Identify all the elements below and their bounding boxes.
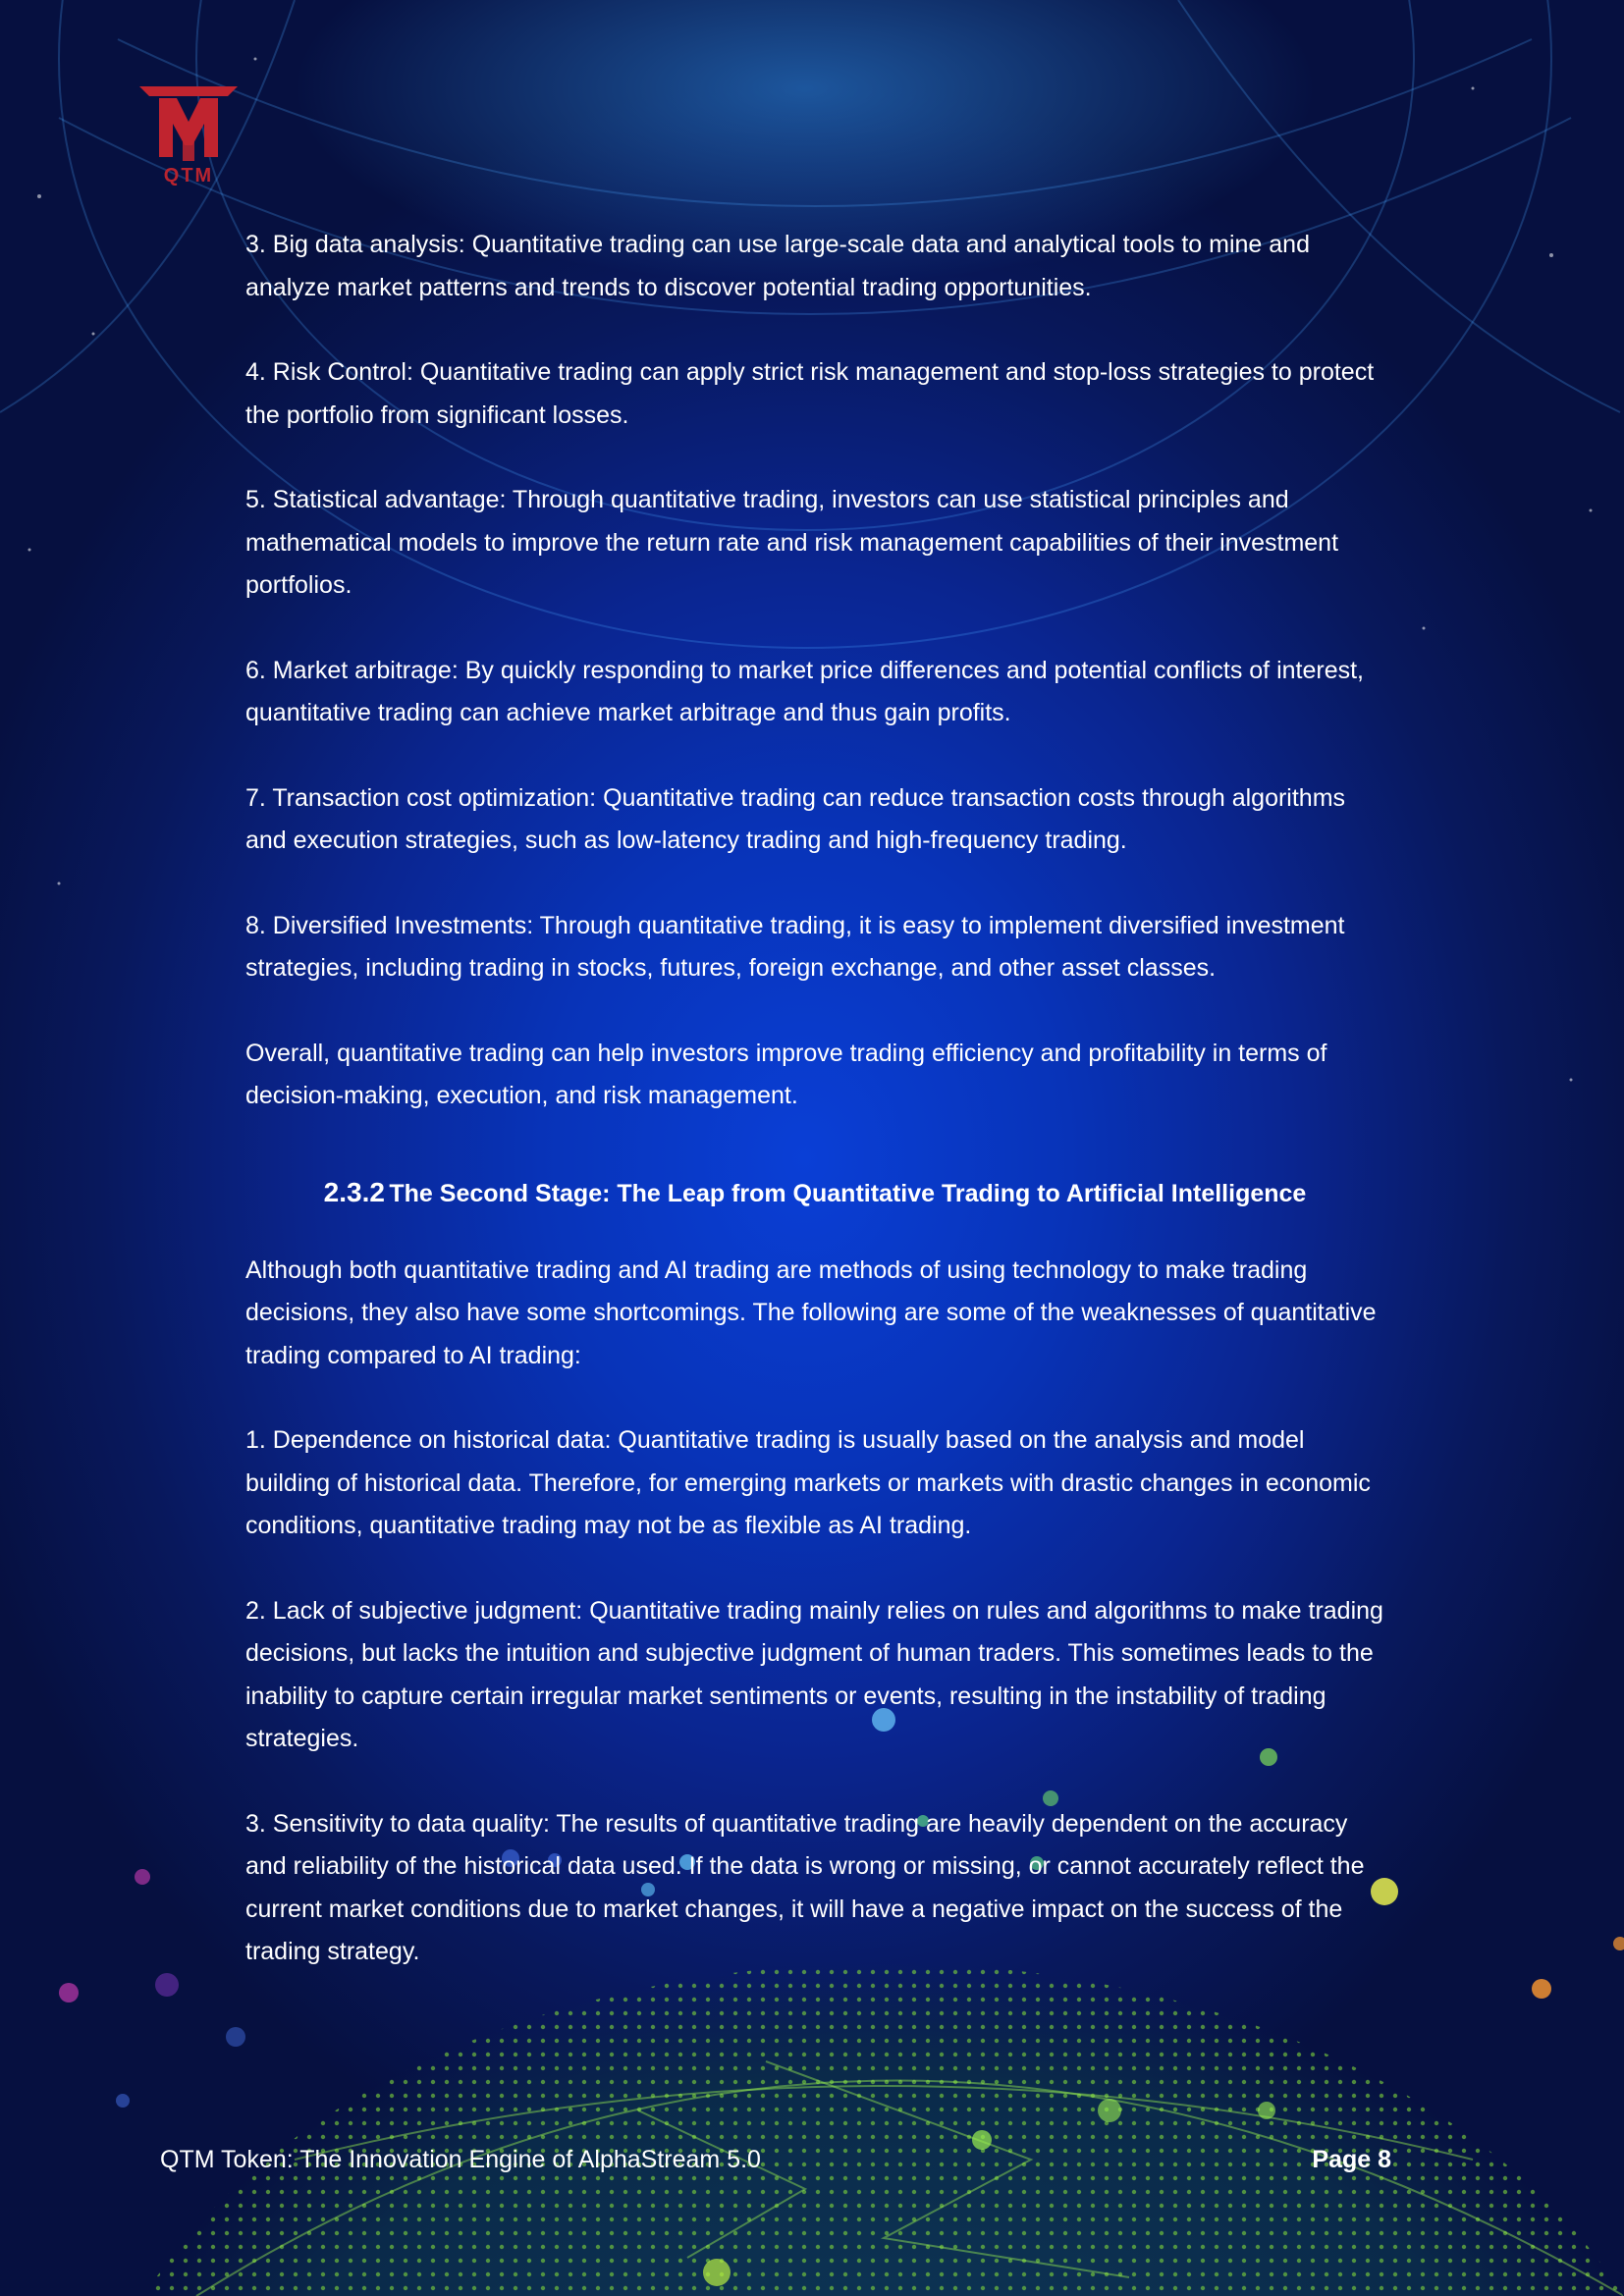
qtm-logo-mark-icon: [137, 84, 240, 163]
footer-page-number: Page 8: [1312, 2146, 1391, 2173]
qtm-logo: [137, 84, 240, 192]
section-heading: [245, 1177, 1384, 1208]
footer-document-title: QTM Token: The Innovation Engine of AlphaStream 5.0: [160, 2146, 761, 2173]
paragraph-statistical-advantage: 5. Statistical advantage: Through quantitative trading, investors can use statistical principles and mathematical models to improve the return rate and risk management capabilities of their investment portfolios.: [245, 486, 1339, 599]
paragraph-intro-weaknesses: Although both quantitative trading and AI trading are methods of using technology to make trading decisions, they also have some shortcomings. The following are some of the weaknesses of quantitative trading compared to AI trading:: [245, 1255, 1377, 1369]
paragraph-historical-data: 1. Dependence on historical data: Quantitative trading is usually based on the analysis and model building of historical data. Therefore, for emerging markets or markets with drastic changes in economic conditions, quantitative trading may not be as flexible as AI trading.: [245, 1426, 1371, 1539]
paragraph-diversified-investments: 8. Diversified Investments: Through quantitative trading, it is easy to implement diversified investment strategies, including trading in stocks, futures, foreign exchange, and other asset classes.: [245, 911, 1345, 982]
section-number: 2.3.2: [323, 1176, 385, 1207]
paragraph-overall: Overall, quantitative trading can help investors improve trading efficiency and profitability in terms of decision-making, execution, and risk management.: [245, 1039, 1327, 1109]
paragraph-transaction-cost: 7. Transaction cost optimization: Quantitative trading can reduce transaction costs through algorithms and execution strategies, such as low-latency trading and high-frequency trading.: [245, 783, 1346, 854]
document-body: [245, 224, 1384, 2016]
section-title: The Second Stage: The Leap from Quantitative Trading to Artificial Intelligence: [389, 1179, 1307, 1207]
paragraph-data-quality: 3. Sensitivity to data quality: The results of quantitative trading are heavily dependent on the accuracy and reliability of the historical data used. If the data is wrong or missing, or cannot accurately reflect the current market conditions due to market changes, it will have a negative impact on the success of the trading strategy.: [245, 1809, 1365, 1965]
logo-text: QTM: [163, 165, 214, 187]
paragraph-big-data: 3. Big data analysis: Quantitative trading can use large-scale data and analytical tools to mine and analyze market patterns and trends to discover potential trading opportunities.: [245, 231, 1310, 301]
paragraph-subjective-judgment: 2. Lack of subjective judgment: Quantitative trading mainly relies on rules and algorithms to make trading decisions, but lacks the intuition and subjective judgment of human traders. This sometimes leads to the inability to capture certain irregular market sentiments or events, resulting in the instability of trading strategies.: [245, 1596, 1383, 1752]
paragraph-market-arbitrage: 6. Market arbitrage: By quickly responding to market price differences and potential conflicts of interest, quantitative trading can achieve market arbitrage and thus gain profits.: [245, 656, 1365, 726]
paragraph-risk-control: 4. Risk Control: Quantitative trading can apply strict risk management and stop-loss strategies to protect the portfolio from significant losses.: [245, 358, 1375, 429]
